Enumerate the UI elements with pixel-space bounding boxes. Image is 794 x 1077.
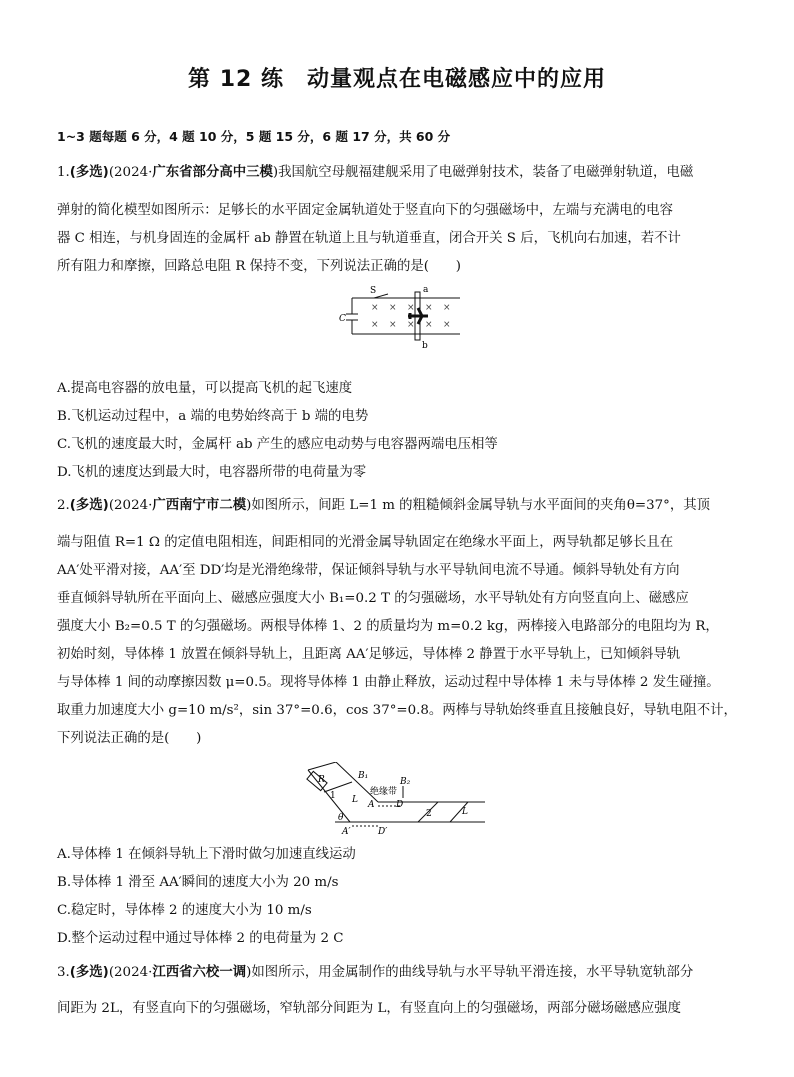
q2-fig-label-l1: L: [352, 795, 358, 805]
q1-line-4: 所有阻力和摩擦，回路总电阻 R 保持不变，下列说法正确的是( ): [57, 259, 461, 274]
q2-figure: [300, 762, 490, 840]
q2-fig-label-ap: A′: [342, 827, 351, 837]
q1-fig-field-mark: ×: [443, 320, 451, 330]
q1-figure: [330, 282, 465, 350]
q2-fig-label-d: D: [396, 800, 404, 810]
q2-fig-label-dp: D′: [378, 827, 388, 837]
q1-fig-field-mark: ×: [425, 320, 433, 330]
q1-text-1: 我国航空母舰福建舰采用了电磁弹射技术，装备了电磁弹射轨道，电磁: [278, 165, 694, 180]
q2-source: 广西南宁市二模: [152, 498, 247, 513]
q2-line-5: 强度大小 B₂=0.5 T 的匀强磁场。两根导体棒 1、2 的质量均为 m=0.2 kg，两棒接入电路部分的电阻均为 R，: [57, 619, 719, 634]
q2-line-3: AA′处平滑对接，AA′至 DD′均是光滑绝缘带，保证倾斜导轨与水平导轨间电流不导通。倾斜导轨处有方向: [57, 563, 680, 578]
q2-line-4: 垂直倾斜导轨所在平面向上、磁感应强度大小 B₁=0.2 T 的匀强磁场，水平导轨处有方向竖直向上、磁感应: [57, 591, 689, 606]
q2-fig-label-l2: L: [462, 807, 468, 817]
q2-line-8: 取重力加速度大小 g=10 m/s²，sin 37°=0.6，cos 37°=0.8。两棒与导轨始终垂直且接触良好，导轨电阻不计，: [57, 703, 737, 718]
q1-fig-field-mark: ×: [407, 320, 415, 330]
page-title: 第 12 练 动量观点在电磁感应中的应用: [188, 67, 606, 92]
q3-source: 江西省六校一调: [152, 965, 247, 980]
q2-line-1: [57, 497, 710, 515]
q2-fig-label-belt: 绝缘带: [370, 787, 398, 797]
q3-text-1: 如图所示，用金属制作的曲线导轨与水平导轨平滑连接，水平导轨宽轨部分: [251, 965, 694, 980]
q2-line-6: 初始时刻，导体棒 1 放置在倾斜导轨上，且距离 AA′足够远，导体棒 2 静置于水平导轨上，已知倾斜导轨: [57, 647, 681, 662]
q1-fig-label-c: C: [339, 314, 346, 324]
q2-number: 2.: [57, 498, 70, 513]
q2-option-c: C.稳定时，导体棒 2 的速度大小为 10 m/s: [57, 903, 312, 918]
q1-fig-label-b: b: [422, 341, 428, 350]
q1-line-1: [57, 164, 693, 182]
scoring-note: 1~3 题每题 6 分，4 题 10 分，5 题 15 分，6 题 17 分，共 60 分: [57, 129, 451, 144]
q3-line-2: 间距为 2L，有竖直向下的匀强磁场，窄轨部分间距为 L，有竖直向上的匀强磁场，两部分磁场磁感应强度: [57, 1001, 682, 1016]
q2-option-a: A.导体棒 1 在倾斜导轨上下滑时做匀加速直线运动: [57, 847, 356, 862]
q1-source-close: ): [272, 165, 279, 180]
q1-fig-field-mark: ×: [389, 320, 397, 330]
q2-source-open: (2024·: [108, 498, 153, 513]
q2-tag: (多选): [69, 498, 109, 513]
q1-fig-field-mark: ×: [371, 303, 379, 313]
q1-fig-field-mark: ×: [407, 303, 415, 313]
q3-tag: (多选): [69, 965, 109, 980]
q2-fig-label-1: 1: [330, 791, 336, 801]
q3-source-open: (2024·: [108, 965, 153, 980]
q1-fig-label-a: a: [423, 285, 429, 295]
q2-line-7: 与导体棒 1 间的动摩擦因数 μ=0.5。现将导体棒 1 由静止释放，运动过程中导体棒 1 未与导体棒 2 发生碰撞。: [57, 675, 720, 690]
q1-option-d: D.飞机的速度达到最大时，电容器所带的电荷量为零: [57, 465, 367, 480]
q1-source: 广东省部分高中三模: [152, 165, 273, 180]
q2-fig-label-b2: B₂: [400, 777, 411, 787]
q2-fig-label-a: A: [368, 800, 375, 810]
q1-fig-field-mark: ×: [443, 303, 451, 313]
q2-fig-label-b1: B₁: [358, 771, 369, 781]
q2-fig-label-2: 2: [426, 809, 432, 819]
q1-option-b: B.飞机运动过程中，a 端的电势始终高于 b 端的电势: [57, 409, 369, 424]
q2-line-9: 下列说法正确的是( ): [57, 731, 202, 746]
q3-source-close: ): [246, 965, 252, 980]
q1-fig-field-mark: ×: [389, 303, 397, 313]
q2-source-close: ): [246, 498, 252, 513]
q2-option-b: B.导体棒 1 滑至 AA′瞬间的速度大小为 20 m/s: [57, 875, 339, 890]
q1-number: 1.: [57, 165, 70, 180]
q1-option-c: C.飞机的速度最大时，金属杆 ab 产生的感应电动势与电容器两端电压相等: [57, 437, 498, 452]
q2-fig-label-r: R: [318, 775, 325, 785]
q3-number: 3.: [57, 965, 70, 980]
q1-tag: (多选): [69, 165, 109, 180]
q2-fig-label-theta: θ: [338, 813, 344, 823]
q1-line-2: 弹射的简化模型如图所示：足够长的水平固定金属轨道处于竖直向下的匀强磁场中，左端与充满电的电容: [57, 203, 673, 218]
q2-text-1: 如图所示，间距 L=1 m 的粗糙倾斜金属导轨与水平面间的夹角θ=37°，其顶: [251, 498, 711, 513]
q2-option-d: D.整个运动过程中通过导体棒 2 的电荷量为 2 C: [57, 931, 344, 946]
q1-source-open: (2024·: [108, 165, 153, 180]
q1-line-3: 器 C 相连，与机身固连的金属杆 ab 静置在轨道上且与轨道垂直，闭合开关 S 后，飞机向右加速，若不计: [57, 231, 681, 246]
q1-fig-field-mark: ×: [425, 303, 433, 313]
q2-line-2: 端与阻值 R=1 Ω 的定值电阻相连，间距相同的光滑金属导轨固定在绝缘水平面上，两导轨都足够长且在: [57, 535, 674, 550]
q1-option-a: A.提高电容器的放电量，可以提高飞机的起飞速度: [57, 381, 353, 396]
q1-fig-label-s: S: [370, 286, 377, 296]
q3-line-1: [57, 964, 693, 982]
q1-fig-field-mark: ×: [371, 320, 379, 330]
